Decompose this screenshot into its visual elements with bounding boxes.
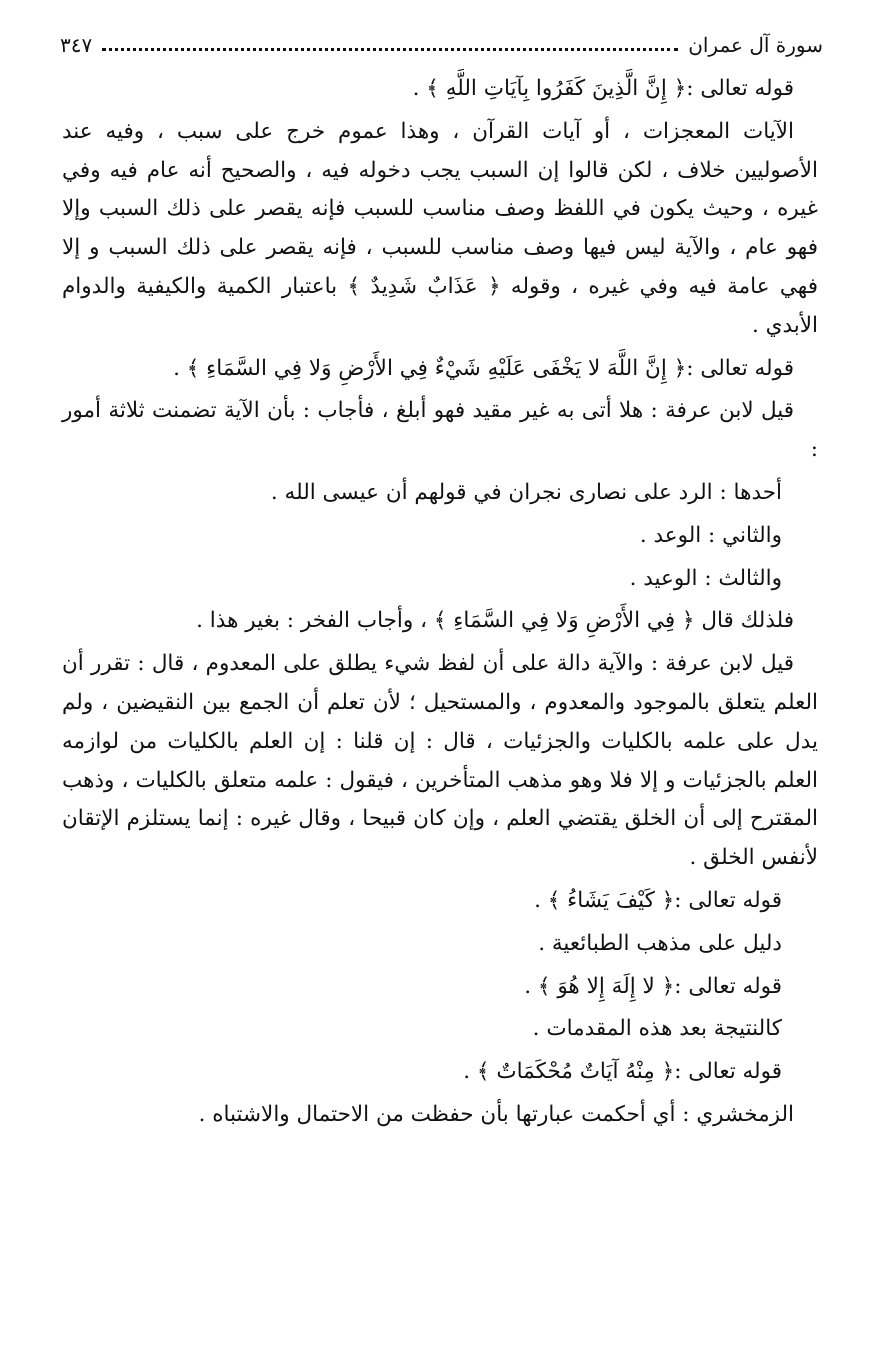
paragraph-8: فلذلك قال ﴿ فِي الأَرْضِ وَلا فِي السَّمَاءِ ﴾ ، وأجاب الفخر : بغير هذا . xyxy=(196,608,794,634)
paragraph-14: قوله تعالى :﴿ مِنْهُ آيَاتٌ مُحْكَمَاتٌ ﴾ . xyxy=(463,1059,782,1085)
page-body xyxy=(62,70,818,1139)
paragraph-13: كالنتيجة بعد هذه المقدمات . xyxy=(532,1016,782,1042)
paragraph-5: أحدها : الرد على نصارى نجران في قولهم أن عيسى الله . xyxy=(270,479,782,505)
page-number: ٣٤٧ xyxy=(60,33,93,57)
paragraph-7: والثالث : الوعيد . xyxy=(629,565,782,591)
paragraph-11: دليل على مذهب الطبائعية . xyxy=(538,930,782,956)
paragraph-9: قيل لابن عرفة : والآية دالة على أن لفظ شيء يطلق على المعدوم ، قال : تقرر أن العلم يتعلق بالموجود والمعدوم ، والمستحيل ؛ لأن تعلم أن الجمع بين النقيضين ، ولم يدل على علمه بالكليات والجزئيات ، قال : إن قلنا : إن العلم بالكليات من لوازمه العلم بالجزئيات و إلا فلا وهو مذهب المتأخرين ، فيقول : علمه متعلق بالكليات ، وذهب المقترح إلى أن الخلق يقتضي العلم ، وإن كان قبيحا ، وقال غيره : إنما يستلزم الإتقان لأنفس الخلق . xyxy=(62,651,818,871)
surah-title: سورة آل عمران xyxy=(688,33,823,57)
paragraph-2: الآيات المعجزات ، أو آيات القرآن ، وهذا عموم خرج على سبب ، وفيه عند الأصوليين خلاف ، لكن قالوا إن السبب يجب دخوله فيه ، والصحيح أنه عام فيه وفي غيره ، وحيث يكون في اللفظ وصف مناسب للسبب فإنه يقصر على ذلك السبب وإلا فهو عام ، والآية ليس فيها وصف مناسب للسبب ، فإنه يقصر على ذلك السبب و إلا فهي عامة فيه وفي غيره ، وقوله ﴿ عَذَابٌ شَدِيدٌ ﴾ باعتبار الكمية والكيفية والدوام الأبدي . xyxy=(62,118,818,338)
paragraph-3: قوله تعالى :﴿ إِنَّ اللَّهَ لا يَخْفَى عَلَيْهِ شَيْءٌ فِي الأَرْضِ وَلا فِي السَّمَاءِ ﴾ . xyxy=(173,355,794,381)
paragraph-1: قوله تعالى :﴿ إِنَّ الَّذِينَ كَفَرُوا بِآيَاتِ اللَّهِ ﴾ . xyxy=(412,76,794,101)
paragraph-15: الزمخشري : أي أحكمت عبارتها بأن حفظت من الاحتمال والاشتباه . xyxy=(198,1101,794,1127)
header-dot-leader xyxy=(102,48,678,51)
paragraph-10: قوله تعالى :﴿ كَيْفَ يَشَاءُ ﴾ . xyxy=(534,887,782,913)
paragraph-4: قيل لابن عرفة : هلا أتى به غير مقيد فهو أبلغ ، فأجاب : بأن الآية تضمنت ثلاثة أمور : xyxy=(62,398,818,463)
paragraph-6: والثاني : الوعد . xyxy=(639,522,782,548)
paragraph-12: قوله تعالى :﴿ لا إِلَهَ إِلا هُوَ ﴾ . xyxy=(524,973,782,999)
running-header xyxy=(60,28,823,62)
